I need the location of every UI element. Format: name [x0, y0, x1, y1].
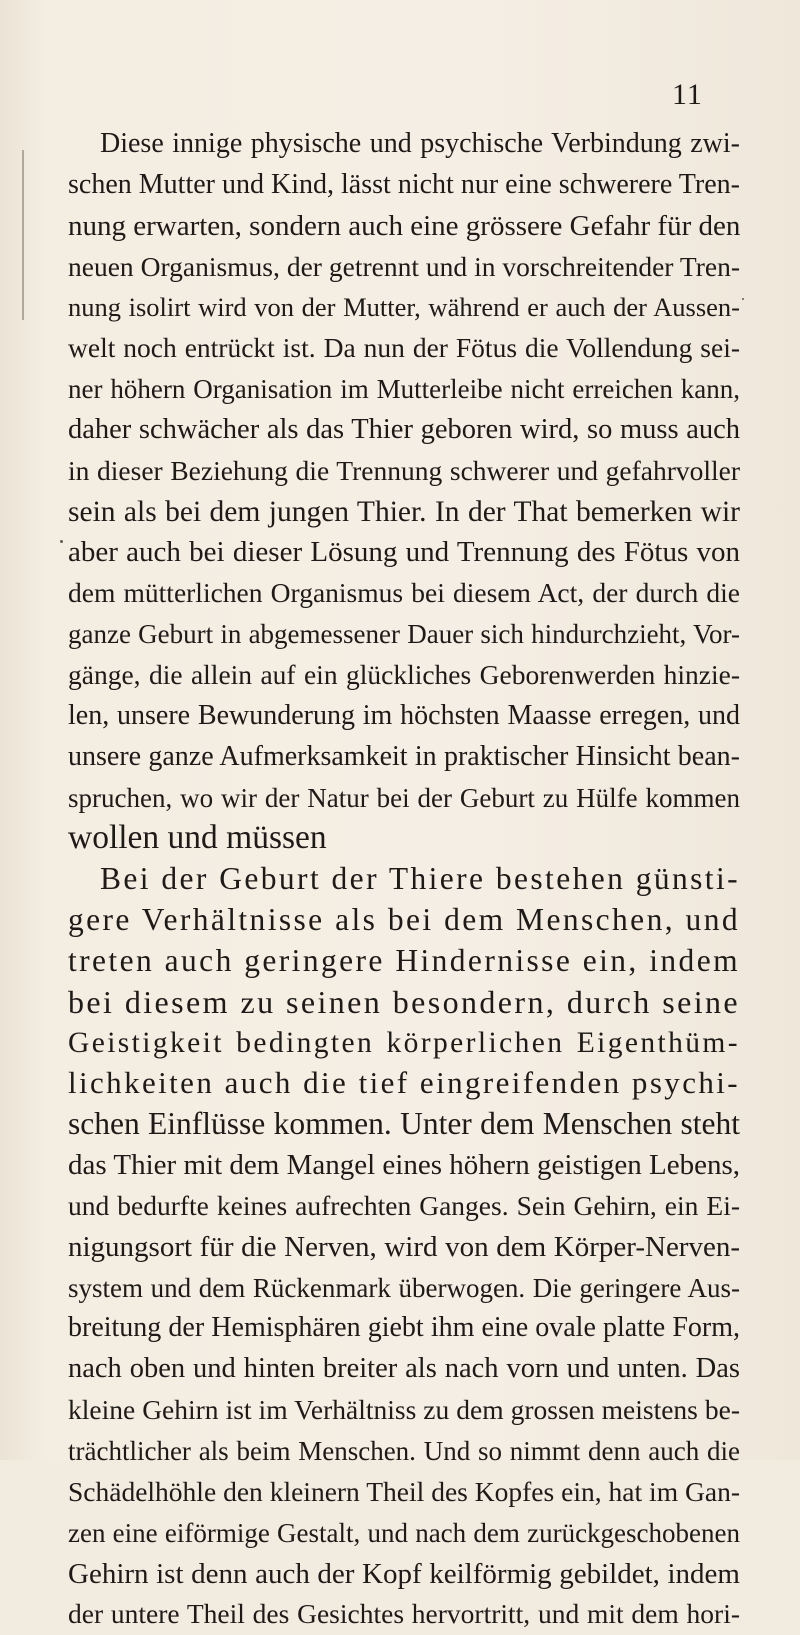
text-line: nach oben und hinten breiter als nach vorn und unten. Das	[68, 1353, 740, 1385]
text-line: nigungsort für die Nerven, wird von dem Körper-Nerven-	[68, 1230, 740, 1263]
text-line: trächtlicher als beim Menschen. Und so nimmt denn auch die	[68, 1436, 740, 1466]
text-line: schen Mutter und Kind, lässt nicht nur eine schwerere Tren-	[68, 168, 740, 200]
page-number: 11	[672, 78, 703, 111]
ink-speck	[60, 540, 63, 543]
margin-mark	[22, 150, 24, 320]
text-line: breitung der Hemisphären giebt ihm eine ovale platte Form,	[68, 1312, 740, 1344]
text-line: nung isolirt wird von der Mutter, während er auch der Aussen-	[68, 292, 740, 323]
text-line-spaced: lichkeiten auch die tief eingreifenden psychi-	[68, 1065, 740, 1101]
text-line: spruchen, wo wir der Natur bei der Geburt zu Hülfe kommen	[68, 782, 740, 813]
text-line: neuen Organismus, der getrennt und in vorschreitender Tren-	[68, 250, 740, 282]
text-line: unsere ganze Aufmerksamkeit in praktischer Hinsicht bean-	[68, 740, 740, 772]
text-line: Schädelhöhle den kleinern Theil des Kopfes ein, hat im Gan-	[68, 1475, 740, 1507]
text-line: Diese innige physische und psychische Verbindung zwi-	[100, 128, 740, 159]
text-line: nung erwarten, sondern auch eine grössere Gefahr für den	[68, 209, 741, 242]
text-line: aber auch bei dieser Lösung und Trennung des Fötus von	[68, 536, 740, 569]
text-line: gänge, die allein auf ein glückliches Geborenwerden hinzie-	[68, 658, 740, 690]
text-line: der untere Theil des Gesichtes hervortritt, und mit dem hori-	[68, 1598, 740, 1630]
text-line: kleine Gehirn ist im Verhältniss zu dem grossen meistens be-	[68, 1394, 740, 1426]
text-line: welt noch entrückt ist. Da nun der Fötus die Vollendung sei-	[68, 332, 740, 364]
text-line: wollen und müssen	[68, 819, 327, 857]
text-line: das Thier mit dem Mangel eines höhern geistigen Lebens,	[68, 1149, 740, 1182]
text-line-spaced: Bei der Geburt der Thiere bestehen günsti-	[100, 861, 740, 897]
text-line: dem mütterlichen Organismus bei diesem Act, der durch die	[68, 577, 740, 609]
text-line: len, unsere Bewunderung im höchsten Maasse erregen, und	[68, 699, 740, 731]
text-line: system und dem Rückenmark überwogen. Die geringere Aus-	[68, 1272, 740, 1303]
text-line: ganze Geburt in abgemessener Dauer sich hindurchzieht, Vor-	[68, 619, 740, 650]
text-line: Gehirn ist denn auch der Kopf keilförmig gebildet, indem	[68, 1557, 740, 1590]
text-line: in dieser Beziehung die Trennung schwerer und gefahrvoller	[68, 454, 740, 486]
ink-speck	[742, 298, 744, 300]
text-line: daher schwächer als das Thier geboren wird, so muss auch	[68, 413, 740, 445]
text-line: und bedurfte keines aufrechten Ganges. Sein Gehirn, ein Ei-	[68, 1189, 740, 1221]
text-line: schen Einflüsse kommen. Unter dem Menschen steht	[68, 1106, 740, 1142]
text-line-spaced: bei diesem zu seinen besondern, durch seine	[68, 983, 740, 1020]
text-line: zen eine eiförmige Gestalt, und nach dem zurückgeschobenen	[68, 1517, 740, 1548]
text-line: sein als bei dem jungen Thier. In der That bemerken wir	[68, 495, 740, 528]
text-line-spaced: Geistigkeit bedingten körperlichen Eigenthüm-	[68, 1026, 740, 1059]
text-line-spaced: treten auch geringere Hindernisse ein, indem	[68, 942, 740, 978]
text-line: ner höhern Organisation im Mutterleibe nicht erreichen kann,	[68, 374, 740, 405]
body-text	[68, 124, 740, 1635]
text-line-spaced: gere Verhältnisse als bei dem Menschen, und	[68, 902, 740, 938]
